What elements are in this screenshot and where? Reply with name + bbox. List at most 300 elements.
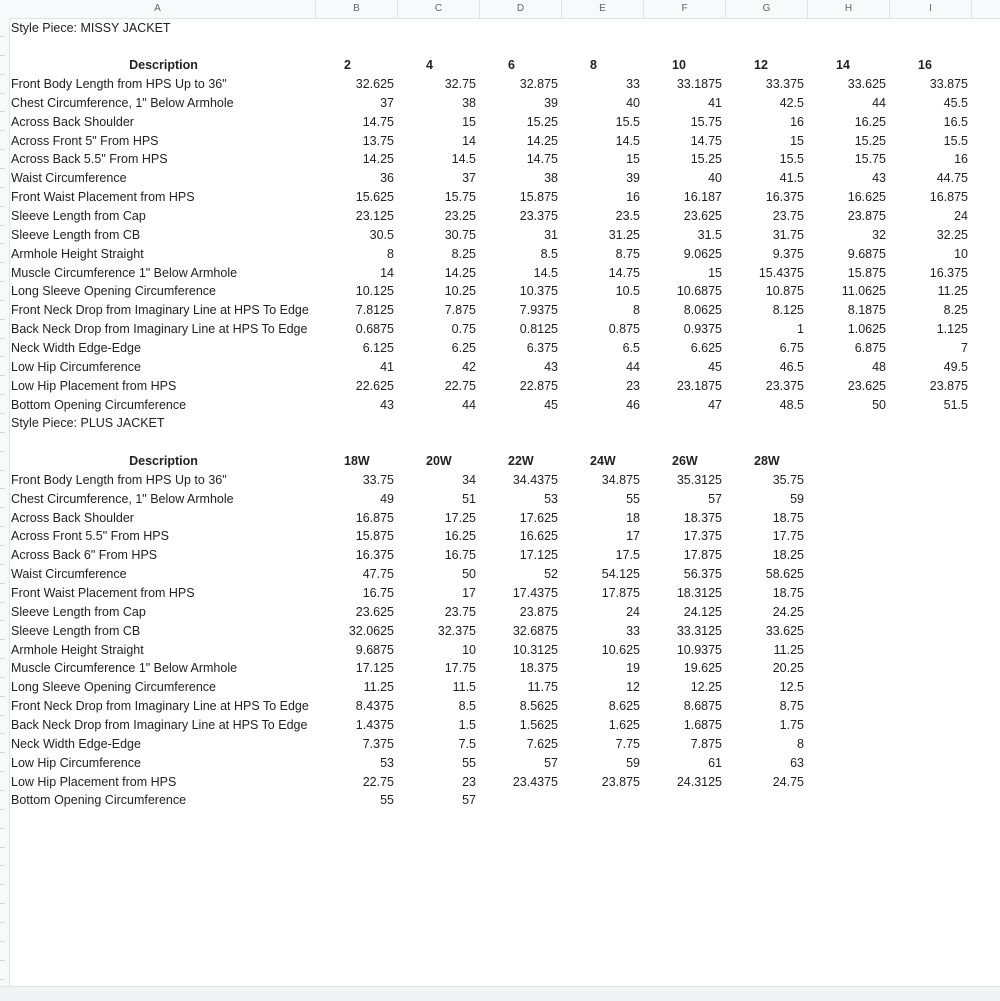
plus-row-label[interactable]: Front Body Length from HPS Up to 36" xyxy=(11,472,227,487)
plus-value-cell[interactable]: 16.625 xyxy=(519,529,558,544)
plus-value-cell[interactable]: 32.0625 xyxy=(348,623,394,638)
missy-value-cell[interactable]: 23.5 xyxy=(615,209,640,223)
missy-value-cell[interactable]: 31 xyxy=(544,227,558,242)
column-header-f[interactable]: F xyxy=(644,0,726,18)
plus-value-cell[interactable]: 17.625 xyxy=(519,510,558,525)
plus-value-cell[interactable]: 58.625 xyxy=(765,567,804,582)
plus-value-cell[interactable]: 1.75 xyxy=(779,717,804,732)
missy-value-cell[interactable]: 48.5 xyxy=(779,397,804,412)
plus-size-header-20w[interactable]: 20W xyxy=(426,454,452,469)
missy-value-cell[interactable]: 41.5 xyxy=(779,171,804,186)
missy-value-cell[interactable]: 6.25 xyxy=(451,340,476,355)
missy-value-cell[interactable]: 8.25 xyxy=(943,303,968,318)
missy-size-header-10[interactable]: 10 xyxy=(672,58,686,73)
plus-size-header-24w[interactable]: 24W xyxy=(590,454,616,469)
plus-row-label[interactable]: Across Back 6" From HPS xyxy=(11,548,158,563)
plus-value-cell[interactable]: 35.3125 xyxy=(676,472,722,487)
missy-value-cell[interactable]: 23.1875 xyxy=(676,378,722,393)
plus-value-cell[interactable]: 7.5 xyxy=(458,736,476,751)
missy-row-label[interactable]: Sleeve Length from CB xyxy=(11,227,141,242)
missy-value-cell[interactable]: 30.5 xyxy=(369,227,394,242)
missy-value-cell[interactable]: 14.75 xyxy=(608,265,640,280)
plus-value-cell[interactable]: 55 xyxy=(626,491,640,506)
missy-value-cell[interactable]: 11.0625 xyxy=(841,284,886,299)
plus-value-cell[interactable]: 16.375 xyxy=(355,548,394,563)
plus-value-cell[interactable]: 23.75 xyxy=(444,604,476,619)
plus-value-cell[interactable]: 17.5 xyxy=(615,548,640,563)
missy-value-cell[interactable]: 14.25 xyxy=(526,133,558,148)
plus-value-cell[interactable]: 17.75 xyxy=(772,529,804,544)
missy-value-cell[interactable]: 8 xyxy=(633,303,640,318)
missy-row-label[interactable]: Armhole Height Straight xyxy=(11,246,144,261)
plus-value-cell[interactable]: 34.875 xyxy=(601,472,640,487)
missy-value-cell[interactable]: 8.0625 xyxy=(683,303,722,318)
missy-value-cell[interactable]: 33 xyxy=(626,77,640,92)
missy-value-cell[interactable]: 43 xyxy=(544,359,558,374)
plus-value-cell[interactable]: 11.25 xyxy=(773,642,804,657)
plus-size-header-28w[interactable]: 28W xyxy=(754,454,780,469)
missy-value-cell[interactable]: 38 xyxy=(544,171,558,186)
plus-value-cell[interactable]: 33.3125 xyxy=(676,623,722,638)
missy-value-cell[interactable]: 30.75 xyxy=(444,227,476,242)
missy-value-cell[interactable]: 23.25 xyxy=(444,209,476,223)
missy-value-cell[interactable]: 15.25 xyxy=(690,152,722,167)
plus-value-cell[interactable]: 50 xyxy=(462,567,476,582)
plus-row-label[interactable]: Neck Width Edge-Edge xyxy=(11,736,141,751)
missy-value-cell[interactable]: 37 xyxy=(380,95,394,110)
missy-size-header-14[interactable]: 14 xyxy=(836,58,850,73)
plus-value-cell[interactable]: 47.75 xyxy=(362,567,394,582)
missy-value-cell[interactable]: 51.5 xyxy=(943,397,968,412)
plus-value-cell[interactable]: 10.625 xyxy=(601,642,640,657)
missy-value-cell[interactable]: 40 xyxy=(626,95,640,110)
plus-value-cell[interactable]: 57 xyxy=(708,491,722,506)
missy-value-cell[interactable]: 33.375 xyxy=(765,77,804,92)
missy-row-label[interactable]: Muscle Circumference 1" Below Armhole xyxy=(11,265,238,280)
missy-value-cell[interactable]: 39 xyxy=(626,171,640,186)
plus-value-cell[interactable]: 49 xyxy=(380,491,394,506)
plus-value-cell[interactable]: 33 xyxy=(626,623,640,638)
missy-row-label[interactable]: Front Body Length from HPS Up to 36" xyxy=(11,77,227,92)
missy-row-label[interactable]: Waist Circumference xyxy=(11,171,127,186)
missy-row-label[interactable]: Bottom Opening Circumference xyxy=(11,397,187,412)
missy-value-cell[interactable]: 15.625 xyxy=(355,190,394,205)
missy-row-label[interactable]: Across Back 5.5" From HPS xyxy=(11,152,168,167)
missy-value-cell[interactable]: 10.5 xyxy=(615,284,640,299)
plus-value-cell[interactable]: 16.75 xyxy=(362,586,394,600)
missy-value-cell[interactable]: 15.4375 xyxy=(758,265,804,280)
plus-value-cell[interactable]: 55 xyxy=(462,755,476,770)
missy-value-cell[interactable]: 7.8125 xyxy=(355,303,394,318)
missy-value-cell[interactable]: 49.5 xyxy=(943,359,968,374)
plus-row-label[interactable]: Chest Circumference, 1" Below Armhole xyxy=(11,491,234,506)
plus-description-header[interactable]: Description xyxy=(129,454,198,469)
plus-value-cell[interactable]: 57 xyxy=(462,793,476,808)
missy-value-cell[interactable]: 10.6875 xyxy=(676,284,722,299)
plus-value-cell[interactable]: 7.75 xyxy=(615,736,640,751)
plus-value-cell[interactable]: 18.75 xyxy=(772,586,804,600)
missy-value-cell[interactable]: 46.5 xyxy=(779,359,804,374)
plus-value-cell[interactable]: 56.375 xyxy=(683,567,722,582)
missy-value-cell[interactable]: 16 xyxy=(954,152,968,167)
missy-value-cell[interactable]: 15 xyxy=(462,114,476,129)
missy-value-cell[interactable]: 43 xyxy=(872,171,886,186)
missy-value-cell[interactable]: 10.125 xyxy=(355,284,394,299)
plus-value-cell[interactable]: 33.625 xyxy=(765,623,804,638)
missy-value-cell[interactable]: 7.9375 xyxy=(519,303,558,318)
plus-value-cell[interactable]: 20.25 xyxy=(772,661,804,676)
plus-value-cell[interactable]: 17.25 xyxy=(444,510,476,525)
missy-value-cell[interactable]: 15.875 xyxy=(519,190,558,205)
plus-row-label[interactable]: Bottom Opening Circumference xyxy=(11,793,187,808)
plus-value-cell[interactable]: 19.625 xyxy=(683,661,722,676)
plus-value-cell[interactable]: 8.625 xyxy=(608,699,640,714)
plus-value-cell[interactable]: 7.875 xyxy=(690,736,722,751)
missy-value-cell[interactable]: 31.5 xyxy=(697,227,722,242)
plus-value-cell[interactable]: 17 xyxy=(462,586,476,600)
plus-value-cell[interactable]: 51 xyxy=(462,491,476,506)
column-header-a[interactable]: A xyxy=(0,0,316,18)
missy-value-cell[interactable]: 16.625 xyxy=(847,190,886,205)
column-header-e[interactable]: E xyxy=(562,0,644,18)
plus-value-cell[interactable]: 10.9375 xyxy=(676,642,722,657)
plus-value-cell[interactable]: 59 xyxy=(790,491,804,506)
missy-value-cell[interactable]: 44.75 xyxy=(936,171,968,186)
missy-row-label[interactable]: Sleeve Length from Cap xyxy=(11,209,146,223)
missy-value-cell[interactable]: 10 xyxy=(954,246,968,261)
missy-value-cell[interactable]: 15 xyxy=(790,133,804,148)
plus-row-label[interactable]: Low Hip Placement from HPS xyxy=(11,774,177,789)
plus-value-cell[interactable]: 1.4375 xyxy=(355,717,394,732)
missy-value-cell[interactable]: 16.375 xyxy=(929,265,968,280)
missy-value-cell[interactable]: 33.625 xyxy=(847,77,886,92)
missy-value-cell[interactable]: 8.5 xyxy=(540,246,558,261)
missy-value-cell[interactable]: 41 xyxy=(380,359,394,374)
missy-value-cell[interactable]: 39 xyxy=(544,95,558,110)
missy-value-cell[interactable]: 0.75 xyxy=(451,322,476,337)
missy-value-cell[interactable]: 23 xyxy=(626,378,640,393)
missy-value-cell[interactable]: 44 xyxy=(872,95,886,110)
plus-value-cell[interactable]: 17.4375 xyxy=(512,586,558,600)
horizontal-scrollbar[interactable] xyxy=(0,986,1000,1001)
plus-row-label[interactable]: Waist Circumference xyxy=(11,567,127,582)
plus-value-cell[interactable]: 17.125 xyxy=(355,661,394,676)
plus-value-cell[interactable]: 12.25 xyxy=(690,680,722,695)
missy-size-header-12[interactable]: 12 xyxy=(754,58,768,73)
missy-value-cell[interactable]: 22.75 xyxy=(444,378,476,393)
missy-value-cell[interactable]: 23.375 xyxy=(519,209,558,223)
plus-value-cell[interactable]: 53 xyxy=(544,491,558,506)
missy-description-header[interactable]: Description xyxy=(129,58,198,73)
column-header-h[interactable]: H xyxy=(808,0,890,18)
plus-value-cell[interactable]: 19 xyxy=(626,661,640,676)
plus-value-cell[interactable]: 17 xyxy=(626,529,640,544)
column-header-g[interactable]: G xyxy=(726,0,808,18)
missy-value-cell[interactable]: 40 xyxy=(708,171,722,186)
missy-value-cell[interactable]: 23.375 xyxy=(765,378,804,393)
missy-value-cell[interactable]: 38 xyxy=(462,95,476,110)
plus-size-header-26w[interactable]: 26W xyxy=(672,454,698,469)
missy-value-cell[interactable]: 45 xyxy=(544,397,558,412)
missy-value-cell[interactable]: 14.75 xyxy=(690,133,722,148)
plus-value-cell[interactable]: 1.6875 xyxy=(683,717,722,732)
plus-value-cell[interactable]: 63 xyxy=(790,755,804,770)
missy-value-cell[interactable]: 23.625 xyxy=(847,378,886,393)
plus-value-cell[interactable]: 12 xyxy=(626,680,640,695)
missy-value-cell[interactable]: 6.625 xyxy=(690,340,722,355)
missy-value-cell[interactable]: 0.8125 xyxy=(519,322,558,337)
plus-value-cell[interactable]: 1.625 xyxy=(608,717,640,732)
missy-row-label[interactable]: Across Front 5" From HPS xyxy=(11,133,159,148)
missy-value-cell[interactable]: 22.875 xyxy=(519,378,558,393)
missy-value-cell[interactable]: 31.75 xyxy=(772,227,804,242)
missy-value-cell[interactable]: 50 xyxy=(872,397,886,412)
plus-value-cell[interactable]: 10 xyxy=(462,642,476,657)
missy-value-cell[interactable]: 14 xyxy=(462,133,476,148)
missy-value-cell[interactable]: 10.375 xyxy=(519,284,558,299)
plus-value-cell[interactable]: 24.125 xyxy=(683,604,722,619)
missy-value-cell[interactable]: 15.875 xyxy=(847,265,886,280)
missy-value-cell[interactable]: 32 xyxy=(872,227,886,242)
missy-value-cell[interactable]: 22.625 xyxy=(355,378,394,393)
missy-value-cell[interactable]: 15 xyxy=(708,265,722,280)
plus-value-cell[interactable]: 1.5 xyxy=(458,717,476,732)
missy-row-label[interactable]: Chest Circumference, 1" Below Armhole xyxy=(11,95,234,110)
plus-value-cell[interactable]: 57 xyxy=(544,755,558,770)
missy-value-cell[interactable]: 15 xyxy=(626,152,640,167)
missy-value-cell[interactable]: 6.375 xyxy=(526,340,558,355)
plus-value-cell[interactable]: 24.3125 xyxy=(676,774,722,789)
plus-size-header-18w[interactable]: 18W xyxy=(344,454,370,469)
missy-value-cell[interactable]: 7.875 xyxy=(444,303,476,318)
missy-value-cell[interactable]: 14.5 xyxy=(533,265,558,280)
missy-value-cell[interactable]: 14.75 xyxy=(526,152,558,167)
plus-value-cell[interactable]: 24.25 xyxy=(772,604,804,619)
plus-value-cell[interactable]: 17.875 xyxy=(683,548,722,563)
plus-value-cell[interactable]: 35.75 xyxy=(772,472,804,487)
plus-value-cell[interactable]: 17.875 xyxy=(601,586,640,600)
missy-value-cell[interactable]: 0.875 xyxy=(608,322,640,337)
missy-value-cell[interactable]: 15.75 xyxy=(690,114,722,129)
plus-row-label[interactable]: Front Neck Drop from Imaginary Line at HPS To Edge xyxy=(11,699,309,714)
plus-value-cell[interactable]: 8 xyxy=(797,736,804,751)
missy-value-cell[interactable]: 37 xyxy=(462,171,476,186)
missy-value-cell[interactable]: 15.5 xyxy=(615,114,640,129)
missy-value-cell[interactable]: 6.5 xyxy=(622,340,640,355)
missy-value-cell[interactable]: 14.25 xyxy=(444,265,476,280)
missy-value-cell[interactable]: 1 xyxy=(797,322,804,337)
plus-value-cell[interactable]: 22.75 xyxy=(362,774,394,789)
plus-value-cell[interactable]: 59 xyxy=(626,755,640,770)
plus-value-cell[interactable]: 11.5 xyxy=(452,680,476,695)
missy-value-cell[interactable]: 32.75 xyxy=(444,77,476,92)
missy-value-cell[interactable]: 10.25 xyxy=(444,284,476,299)
missy-row-label[interactable]: Back Neck Drop from Imaginary Line at HPS To Edge xyxy=(11,322,308,337)
missy-row-label[interactable]: Across Back Shoulder xyxy=(11,114,134,129)
plus-value-cell[interactable]: 17.75 xyxy=(444,661,476,676)
missy-value-cell[interactable]: 33.1875 xyxy=(676,77,722,92)
plus-value-cell[interactable]: 53 xyxy=(380,755,394,770)
missy-value-cell[interactable]: 16.875 xyxy=(929,190,968,205)
plus-value-cell[interactable]: 7.375 xyxy=(362,736,394,751)
plus-value-cell[interactable]: 16.25 xyxy=(444,529,476,544)
missy-value-cell[interactable]: 23.125 xyxy=(355,209,394,223)
missy-value-cell[interactable]: 15.75 xyxy=(444,190,476,205)
missy-value-cell[interactable]: 15.25 xyxy=(854,133,886,148)
plus-value-cell[interactable]: 8.4375 xyxy=(355,699,394,714)
missy-value-cell[interactable]: 15.25 xyxy=(526,114,558,129)
plus-value-cell[interactable]: 9.6875 xyxy=(355,642,394,657)
missy-value-cell[interactable]: 1.125 xyxy=(936,322,968,337)
plus-value-cell[interactable]: 18.75 xyxy=(772,510,804,525)
plus-value-cell[interactable]: 32.375 xyxy=(437,623,476,638)
missy-size-header-6[interactable]: 6 xyxy=(508,58,515,73)
plus-value-cell[interactable]: 18.25 xyxy=(772,548,804,563)
missy-value-cell[interactable]: 36 xyxy=(380,171,394,186)
missy-value-cell[interactable]: 23.625 xyxy=(683,209,722,223)
plus-row-label[interactable]: Sleeve Length from Cap xyxy=(11,604,146,619)
missy-value-cell[interactable]: 43 xyxy=(380,397,394,412)
missy-value-cell[interactable]: 15.75 xyxy=(854,152,886,167)
plus-value-cell[interactable]: 11.75 xyxy=(527,680,558,695)
missy-value-cell[interactable]: 33.875 xyxy=(929,77,968,92)
plus-value-cell[interactable]: 33.75 xyxy=(362,472,394,487)
missy-row-label[interactable]: Front Waist Placement from HPS xyxy=(11,190,195,205)
plus-value-cell[interactable]: 18 xyxy=(626,510,640,525)
missy-value-cell[interactable]: 23.875 xyxy=(847,209,886,223)
plus-value-cell[interactable]: 32.6875 xyxy=(512,623,558,638)
plus-row-label[interactable]: Low Hip Circumference xyxy=(11,755,141,770)
column-header-b[interactable]: B xyxy=(316,0,398,18)
missy-value-cell[interactable]: 16 xyxy=(626,190,640,205)
missy-value-cell[interactable]: 14.5 xyxy=(451,152,476,167)
plus-value-cell[interactable]: 23.4375 xyxy=(512,774,558,789)
plus-value-cell[interactable]: 54.125 xyxy=(601,567,640,582)
plus-value-cell[interactable]: 8.75 xyxy=(779,699,804,714)
plus-value-cell[interactable]: 23.625 xyxy=(355,604,394,619)
missy-value-cell[interactable]: 23.75 xyxy=(772,209,804,223)
plus-value-cell[interactable]: 23.875 xyxy=(601,774,640,789)
missy-value-cell[interactable]: 32.875 xyxy=(519,77,558,92)
missy-size-header-2[interactable]: 2 xyxy=(344,58,351,73)
missy-value-cell[interactable]: 9.0625 xyxy=(683,246,722,261)
missy-value-cell[interactable]: 8 xyxy=(387,246,394,261)
missy-value-cell[interactable]: 15.5 xyxy=(943,133,968,148)
missy-value-cell[interactable]: 45.5 xyxy=(943,95,968,110)
missy-value-cell[interactable]: 8.75 xyxy=(615,246,640,261)
missy-value-cell[interactable]: 42 xyxy=(462,359,476,374)
plus-value-cell[interactable]: 23.875 xyxy=(519,604,558,619)
plus-value-cell[interactable]: 18.375 xyxy=(519,661,558,676)
missy-value-cell[interactable]: 44 xyxy=(462,397,476,412)
plus-value-cell[interactable]: 61 xyxy=(708,755,722,770)
missy-value-cell[interactable]: 1.0625 xyxy=(847,322,886,337)
plus-row-label[interactable]: Sleeve Length from CB xyxy=(11,623,141,638)
plus-row-label[interactable]: Front Waist Placement from HPS xyxy=(11,586,195,600)
plus-value-cell[interactable]: 24.75 xyxy=(772,774,804,789)
missy-value-cell[interactable]: 14.5 xyxy=(615,133,640,148)
plus-value-cell[interactable]: 23 xyxy=(462,774,476,789)
missy-value-cell[interactable]: 6.875 xyxy=(854,340,886,355)
plus-row-label[interactable]: Back Neck Drop from Imaginary Line at HPS To Edge xyxy=(11,717,308,732)
plus-value-cell[interactable]: 17.125 xyxy=(519,548,558,563)
plus-value-cell[interactable]: 34 xyxy=(462,472,476,487)
missy-value-cell[interactable]: 45 xyxy=(708,359,722,374)
missy-value-cell[interactable]: 9.6875 xyxy=(847,246,886,261)
missy-value-cell[interactable]: 9.375 xyxy=(772,246,804,261)
missy-value-cell[interactable]: 24 xyxy=(954,209,968,223)
missy-value-cell[interactable]: 6.125 xyxy=(362,340,394,355)
missy-value-cell[interactable]: 14.75 xyxy=(362,114,394,129)
missy-row-label[interactable]: Neck Width Edge-Edge xyxy=(11,340,141,355)
missy-value-cell[interactable]: 42.5 xyxy=(779,95,804,110)
missy-value-cell[interactable]: 16.375 xyxy=(765,190,804,205)
missy-value-cell[interactable]: 16 xyxy=(790,114,804,129)
missy-value-cell[interactable]: 0.6875 xyxy=(355,322,394,337)
plus-value-cell[interactable]: 8.6875 xyxy=(683,699,722,714)
missy-value-cell[interactable]: 6.75 xyxy=(779,340,804,355)
missy-value-cell[interactable]: 32.625 xyxy=(355,77,394,92)
missy-value-cell[interactable]: 31.25 xyxy=(608,227,640,242)
missy-value-cell[interactable]: 14 xyxy=(380,265,394,280)
plus-value-cell[interactable]: 8.5625 xyxy=(519,699,558,714)
plus-style-title[interactable]: Style Piece: PLUS JACKET xyxy=(11,416,165,431)
missy-size-header-8[interactable]: 8 xyxy=(590,58,597,73)
plus-value-cell[interactable]: 8.5 xyxy=(458,699,476,714)
plus-value-cell[interactable]: 52 xyxy=(544,567,558,582)
plus-row-label[interactable]: Across Front 5.5" From HPS xyxy=(11,529,169,544)
column-header-d[interactable]: D xyxy=(480,0,562,18)
missy-style-title[interactable]: Style Piece: MISSY JACKET xyxy=(11,20,171,35)
missy-value-cell[interactable]: 46 xyxy=(626,397,640,412)
missy-value-cell[interactable]: 15.5 xyxy=(779,152,804,167)
missy-size-header-4[interactable]: 4 xyxy=(426,58,433,73)
plus-value-cell[interactable]: 16.75 xyxy=(444,548,476,563)
plus-size-header-22w[interactable]: 22W xyxy=(508,454,534,469)
missy-row-label[interactable]: Low Hip Circumference xyxy=(11,359,141,374)
plus-value-cell[interactable]: 24 xyxy=(626,604,640,619)
missy-value-cell[interactable]: 16.5 xyxy=(943,114,968,129)
missy-value-cell[interactable]: 23.875 xyxy=(929,378,968,393)
plus-value-cell[interactable]: 1.5625 xyxy=(519,717,558,732)
missy-value-cell[interactable]: 32.25 xyxy=(936,227,968,242)
missy-row-label[interactable]: Low Hip Placement from HPS xyxy=(11,378,177,393)
missy-value-cell[interactable]: 44 xyxy=(626,359,640,374)
plus-row-label[interactable]: Across Back Shoulder xyxy=(11,510,134,525)
plus-value-cell[interactable]: 16.875 xyxy=(355,510,394,525)
plus-value-cell[interactable]: 34.4375 xyxy=(512,472,558,487)
plus-value-cell[interactable]: 7.625 xyxy=(526,736,558,751)
plus-value-cell[interactable]: 11.25 xyxy=(363,680,394,695)
missy-value-cell[interactable]: 10.875 xyxy=(765,284,804,299)
missy-value-cell[interactable]: 13.75 xyxy=(362,133,394,148)
column-header-c[interactable]: C xyxy=(398,0,480,18)
plus-value-cell[interactable]: 55 xyxy=(380,793,394,808)
plus-value-cell[interactable]: 18.3125 xyxy=(676,586,722,600)
missy-value-cell[interactable]: 11.25 xyxy=(937,284,968,299)
missy-value-cell[interactable]: 16.187 xyxy=(683,190,722,205)
plus-value-cell[interactable]: 12.5 xyxy=(779,680,804,695)
missy-value-cell[interactable]: 47 xyxy=(708,397,722,412)
plus-value-cell[interactable]: 15.875 xyxy=(355,529,394,544)
missy-row-label[interactable]: Long Sleeve Opening Circumference xyxy=(11,284,216,299)
missy-value-cell[interactable]: 16.25 xyxy=(854,114,886,129)
column-header-i[interactable]: I xyxy=(890,0,972,18)
missy-value-cell[interactable]: 0.9375 xyxy=(683,322,722,337)
plus-value-cell[interactable]: 18.375 xyxy=(683,510,722,525)
missy-value-cell[interactable]: 7 xyxy=(961,340,968,355)
plus-row-label[interactable]: Armhole Height Straight xyxy=(11,642,144,657)
